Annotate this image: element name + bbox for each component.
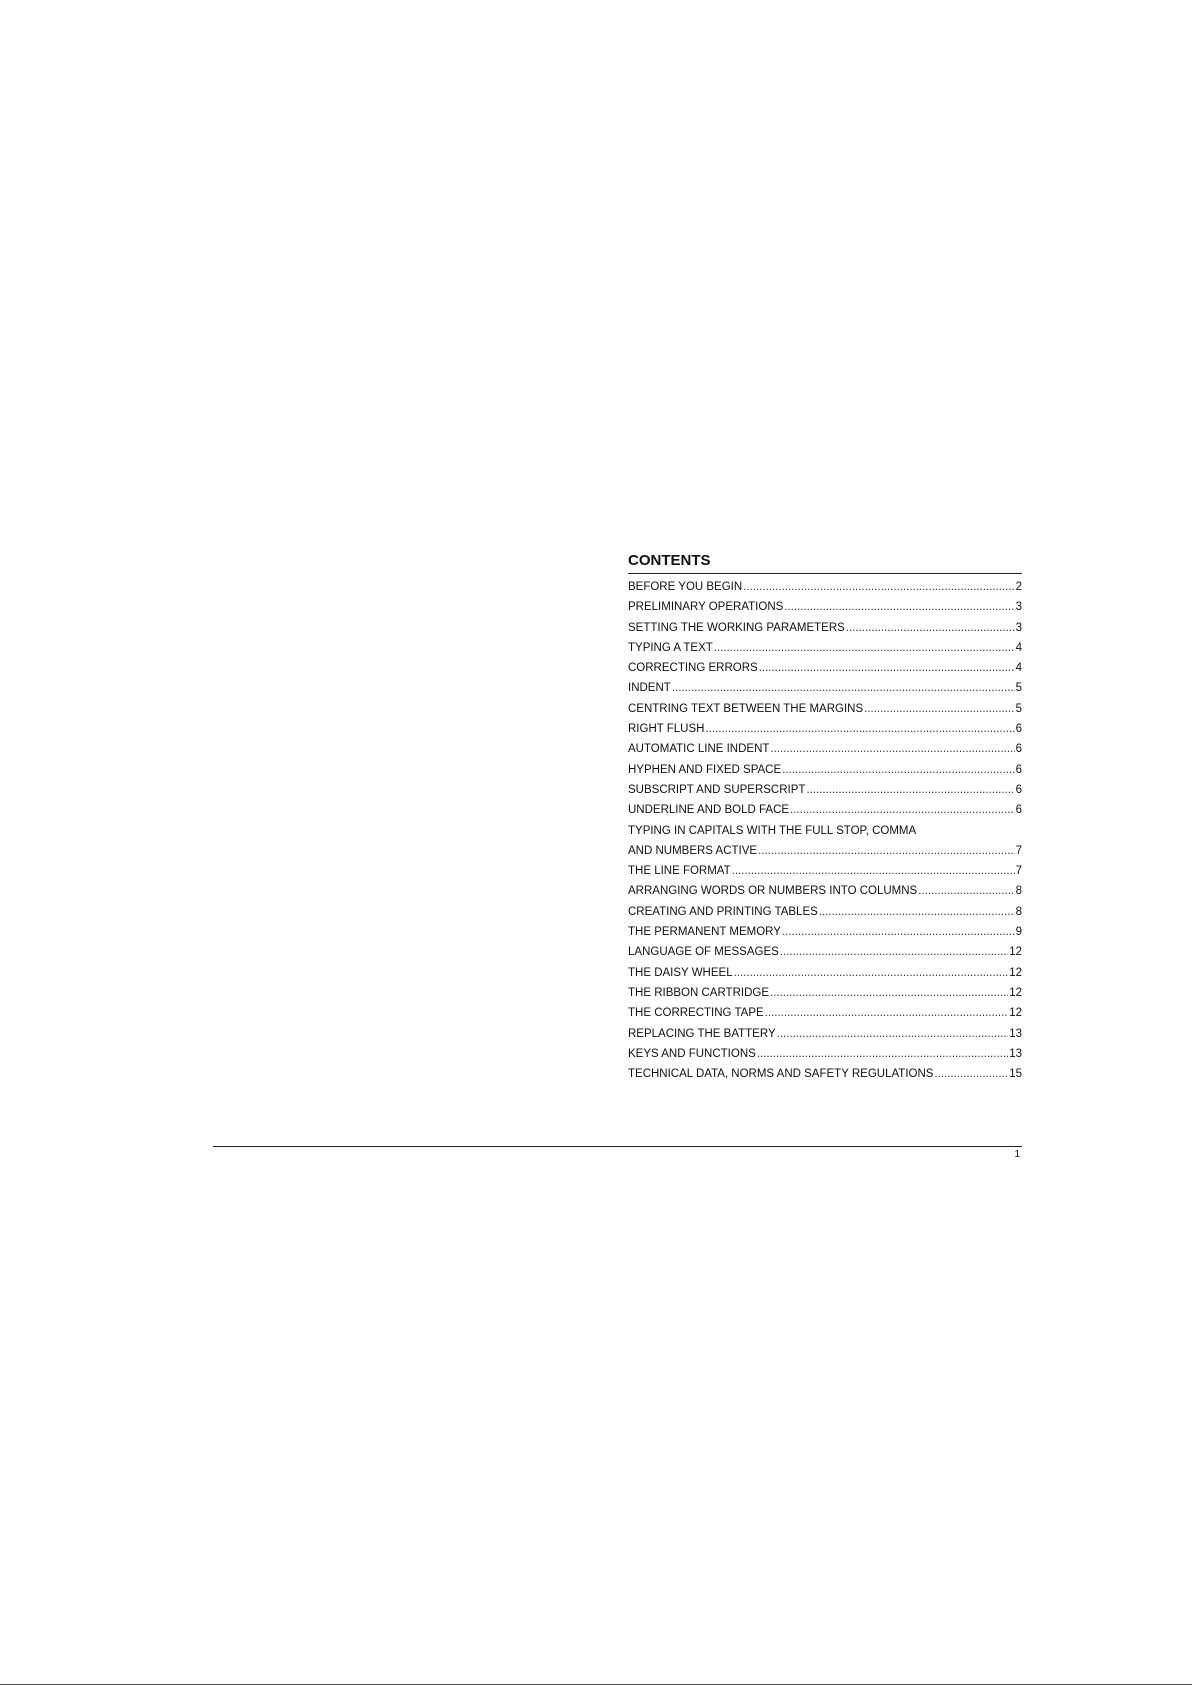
dot-leader	[714, 638, 1015, 658]
dot-leader	[918, 881, 1014, 901]
toc-entry-page: 12	[1009, 986, 1022, 999]
dot-leader	[770, 983, 1008, 1003]
toc-entry-title: AUTOMATIC LINE INDENT	[628, 743, 770, 756]
toc-entry-title: THE DAISY WHEEL	[628, 966, 733, 979]
toc-entry	[628, 739, 1022, 759]
toc-entry-page: 7	[1015, 865, 1022, 878]
toc-entry-page: 13	[1009, 1047, 1022, 1060]
toc-entry-title: LANGUAGE OF MESSAGES	[628, 946, 779, 959]
toc-entry-title: THE RIBBON CARTRIDGE	[628, 986, 769, 999]
dot-leader	[784, 597, 1014, 617]
toc-entry	[628, 780, 1022, 800]
dot-leader	[757, 1044, 1008, 1064]
toc-list	[628, 577, 1022, 1084]
toc-entry-title: RIGHT FLUSH	[628, 723, 705, 736]
toc-entry-title: PRELIMINARY OPERATIONS	[628, 601, 784, 614]
toc-entry-title: TYPING A TEXT	[628, 641, 713, 654]
toc-entry	[628, 638, 1022, 658]
dot-leader	[705, 719, 1014, 739]
toc-entry-page: 12	[1009, 946, 1022, 959]
toc-entry-title: UNDERLINE AND BOLD FACE	[628, 804, 790, 817]
toc-entry-page: 3	[1015, 621, 1022, 634]
toc-entry-title: HYPHEN AND FIXED SPACE	[628, 763, 782, 776]
dot-leader	[759, 658, 1015, 678]
toc-entry-page: 8	[1015, 905, 1022, 918]
toc-entry	[628, 699, 1022, 719]
toc-entry	[628, 658, 1022, 678]
toc-entry-page: 8	[1015, 885, 1022, 898]
dot-leader	[743, 577, 1014, 597]
dot-leader	[934, 1064, 1008, 1084]
toc-entry	[628, 760, 1022, 780]
toc-entry-title: KEYS AND FUNCTIONS	[628, 1047, 756, 1060]
toc-entry-title: TYPING IN CAPITALS WITH THE FULL STOP, COMMA	[628, 824, 917, 837]
toc-entry-title: AND NUMBERS ACTIVE	[628, 844, 758, 857]
toc-entry	[628, 1003, 1022, 1023]
toc-entry	[628, 597, 1022, 617]
dot-leader	[846, 618, 1015, 638]
dot-leader	[790, 800, 1015, 820]
toc-entry	[628, 800, 1022, 820]
dot-leader	[819, 902, 1015, 922]
toc-entry	[628, 1024, 1022, 1044]
dot-leader	[777, 1024, 1009, 1044]
toc-entry	[628, 841, 1022, 861]
toc-entry-title: SUBSCRIPT AND SUPERSCRIPT	[628, 783, 806, 796]
toc-entry	[628, 861, 1022, 881]
toc-entry	[628, 983, 1022, 1003]
table-of-contents	[628, 551, 1022, 1084]
toc-entry-page: 15	[1009, 1068, 1022, 1081]
toc-entry-page: 6	[1015, 763, 1022, 776]
dot-leader	[770, 739, 1014, 759]
toc-entry-page: 6	[1015, 783, 1022, 796]
toc-entry	[628, 922, 1022, 942]
dot-leader	[782, 922, 1015, 942]
toc-entry	[628, 942, 1022, 962]
toc-entry	[628, 1064, 1022, 1084]
toc-entry-page: 5	[1015, 682, 1022, 695]
toc-entry-title: INDENT	[628, 682, 671, 695]
toc-entry-title: THE LINE FORMAT	[628, 865, 731, 878]
toc-entry-page: 4	[1015, 662, 1022, 675]
dot-leader	[765, 1003, 1009, 1023]
toc-entry	[628, 577, 1022, 597]
toc-entry-page: 6	[1015, 804, 1022, 817]
toc-entry-page: 12	[1009, 1007, 1022, 1020]
toc-entry	[628, 881, 1022, 901]
toc-entry-title: REPLACING THE BATTERY	[628, 1027, 776, 1040]
toc-entry	[628, 678, 1022, 698]
dot-leader	[806, 780, 1014, 800]
toc-entry	[628, 963, 1022, 983]
toc-entry-page: 2	[1015, 581, 1022, 593]
toc-entry-page: 6	[1015, 743, 1022, 756]
dot-leader	[782, 760, 1014, 780]
toc-entry	[628, 1044, 1022, 1064]
toc-entry	[628, 618, 1022, 638]
toc-entry-page: 9	[1015, 926, 1022, 939]
toc-entry	[628, 719, 1022, 739]
page-number: 1	[1014, 1149, 1020, 1160]
dot-leader	[734, 963, 1009, 983]
dot-leader	[732, 861, 1015, 881]
contents-heading: CONTENTS	[628, 551, 1022, 574]
toc-entry-title: BEFORE YOU BEGIN	[628, 581, 743, 593]
toc-entry-title: TECHNICAL DATA, NORMS AND SAFETY REGULATIONS	[628, 1068, 934, 1081]
dot-leader	[780, 942, 1008, 962]
toc-entry-title: CREATING AND PRINTING TABLES	[628, 905, 818, 918]
toc-entry-page: 4	[1015, 641, 1022, 654]
toc-entry	[628, 902, 1022, 922]
toc-entry-page: 13	[1009, 1027, 1022, 1040]
toc-entry-title: CENTRING TEXT BETWEEN THE MARGINS	[628, 702, 864, 715]
toc-entry-page: 6	[1015, 723, 1022, 736]
dot-leader	[672, 678, 1015, 698]
toc-entry-line	[628, 821, 1022, 841]
toc-entry-page: 7	[1015, 844, 1022, 857]
toc-entry-page: 5	[1015, 702, 1022, 715]
dot-leader	[864, 699, 1014, 719]
toc-entry-title: SETTING THE WORKING PARAMETERS	[628, 621, 845, 634]
toc-entry-title: CORRECTING ERRORS	[628, 662, 758, 675]
toc-entry-page: 3	[1015, 601, 1022, 614]
toc-entry-title: ARRANGING WORDS OR NUMBERS INTO COLUMNS	[628, 885, 918, 898]
toc-entry-title: THE CORRECTING TAPE	[628, 1007, 764, 1020]
dot-leader	[758, 841, 1015, 861]
toc-entry-page: 12	[1009, 966, 1022, 979]
footer-rule	[213, 1146, 1022, 1147]
toc-entry-title: THE PERMANENT MEMORY	[628, 926, 781, 939]
